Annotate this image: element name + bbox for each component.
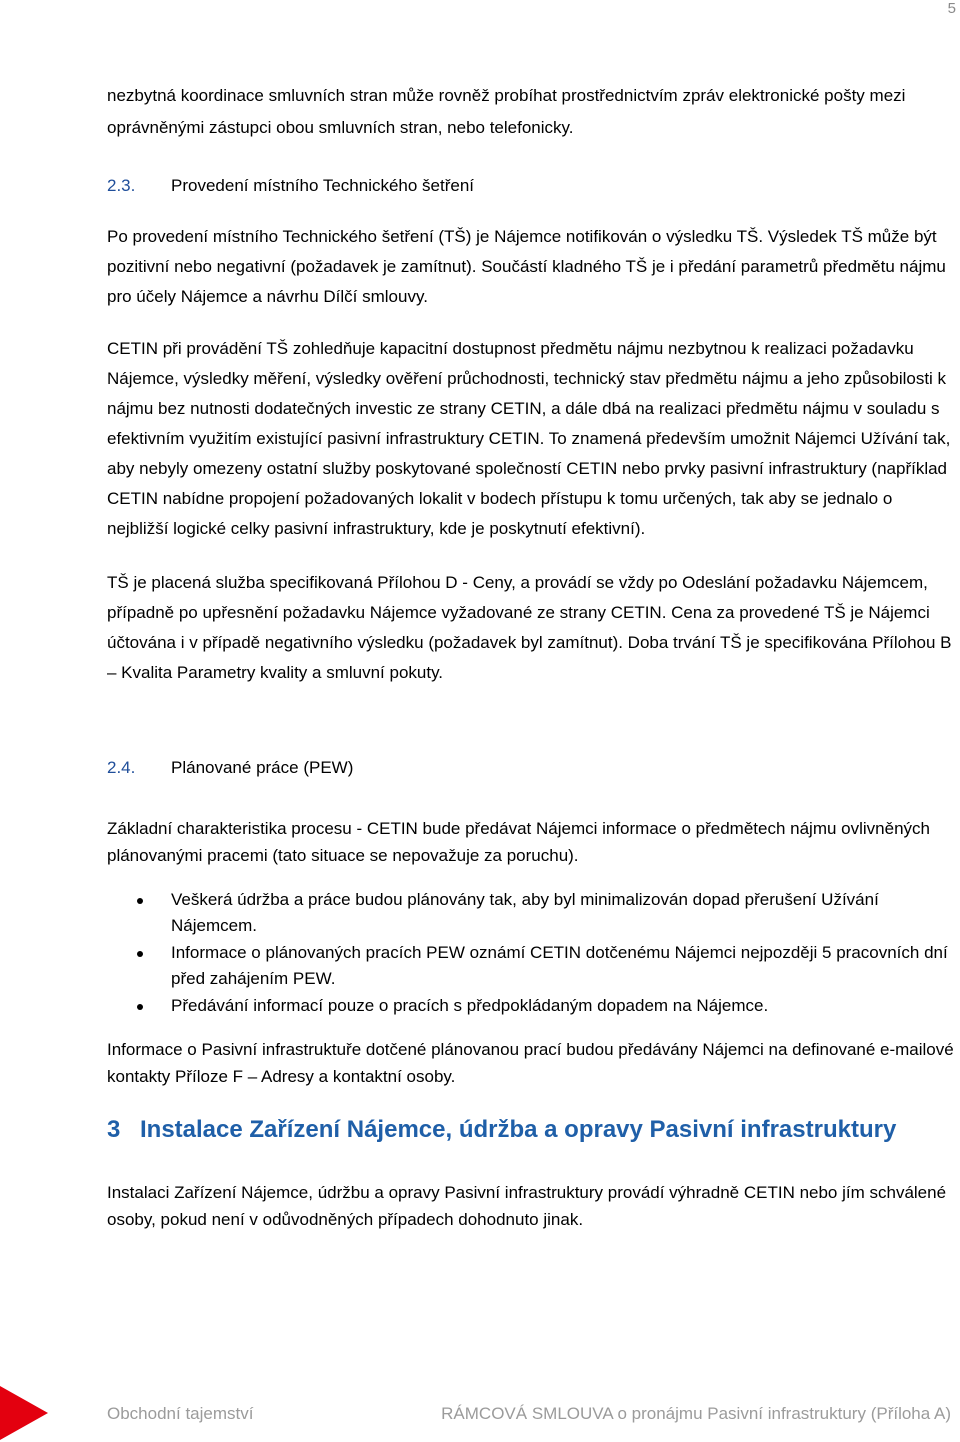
page-number: 5 [947,0,956,17]
section-number: 2.4. [107,758,136,777]
list-item: Informace o plánovaných pracích PEW oznámí CETIN dotčenému Nájemci nejpozději 5 pracovních dní před zahájením PEW. [107,940,957,992]
brand-triangle-icon [0,1386,48,1440]
list-item: Předávání informací pouze o pracích s předpokládaným dopadem na Nájemce. [107,993,957,1019]
bullet-list [107,887,957,1019]
document-body [107,80,957,1233]
page-footer [0,1386,960,1442]
paragraph-pew-intro: Základní charakteristika procesu - CETIN bude předávat Nájemci informace o předmětech nájmu ovlivněných plánovanými pracemi (tato situace se nepovažuje za poruchu). [107,819,930,865]
chapter-heading-3 [107,1114,957,1146]
paragraph-intro: nezbytná koordinace smluvních stran může rovněž probíhat prostřednictvím zpráv elektronické pošty mezi oprávněnými zástupci obou smluvních stran, nebo telefonicky. [107,86,906,137]
section-title: Provedení místního Technického šetření [171,176,475,195]
section-number: 2.3. [107,176,136,195]
paragraph-installation: Instalaci Zařízení Nájemce, údržbu a opravy Pasivní infrastruktury provádí výhradně CETIN nebo jím schválené osoby, pokud není v odůvodněných případech dohodnuto jinak. [107,1183,947,1229]
paragraph-ts-result: Po provedení místního Technického šetření (TŠ) je Nájemce notifikován o výsledku TŠ. Výsledek TŠ může být pozitivní nebo negativní (požadavek je zamítnut). Součástí kladného TŠ je i předání parametrů předmětu nájmu pro účely Nájemce a návrhu Dílčí smlouvy. [107,227,946,306]
paragraph-ts-capacity: CETIN při provádění TŠ zohledňuje kapacitní dostupnost předmětu nájmu nezbytnou k realizaci požadavku Nájemce, výsledky měření, výsledky ověření průchodnosti, technický stav předmětu nájmu a jeho způsobilosti k nájmu bez nutnosti dodatečných investic ze strany CETIN, a dále dbá na realizaci předmětu nájmu v souladu s efektivním využitím existující pasivní infrastruktury CETIN. To znamená především umožnit Nájemci Užívání tak, aby nebyly omezeny ostatní služby poskytované společností CETIN nebo prvky pasivní infrastruktury (například CETIN nabídne propojení požadovaných lokalit v bodech přístupu k tomu určených, tak aby se jednalo o nejbližší logické celky pasivní infrastruktury, kde je poskytnutí efektivní). [107,339,951,538]
paragraph-pew-contacts: Informace o Pasivní infrastruktuře dotčené plánovanou prací budou předávány Nájemci na definované e-mailové kontakty Příloze F – Adresy a kontaktní osoby. [107,1040,954,1086]
footer-confidential-label: Obchodní tajemství [107,1404,254,1423]
bullet-icon [137,1004,143,1010]
section-heading-2-4 [107,756,957,780]
list-item: Veškerá údržba a práce budou plánovány tak, aby byl minimalizován dopad přerušení Užívání Nájemcem. [107,887,957,939]
chapter-title: Instalace Zařízení Nájemce, údržba a opravy Pasivní infrastruktury [140,1116,897,1143]
chapter-number: 3 [107,1116,121,1143]
section-heading-2-3 [107,174,957,198]
section-title: Plánované práce (PEW) [171,758,354,777]
footer-document-title: RÁMCOVÁ SMLOUVA o pronájmu Pasivní infrastruktury (Příloha A) [441,1404,951,1423]
bullet-icon [137,951,143,957]
paragraph-ts-price: TŠ je placená služba specifikovaná Přílohou D - Ceny, a provádí se vždy po Odeslání požadavku Nájemcem, případně po upřesnění požadavku Nájemce vyžadované ze strany CETIN. Cena za provedené TŠ je Nájemci účtována i v případě negativního výsledku (požadavek byl zamítnut). Doba trvání TŠ je specifikována Přílohou B – Kvalita Parametry kvality a smluvní pokuty. [107,573,952,682]
bullet-icon [137,898,143,904]
